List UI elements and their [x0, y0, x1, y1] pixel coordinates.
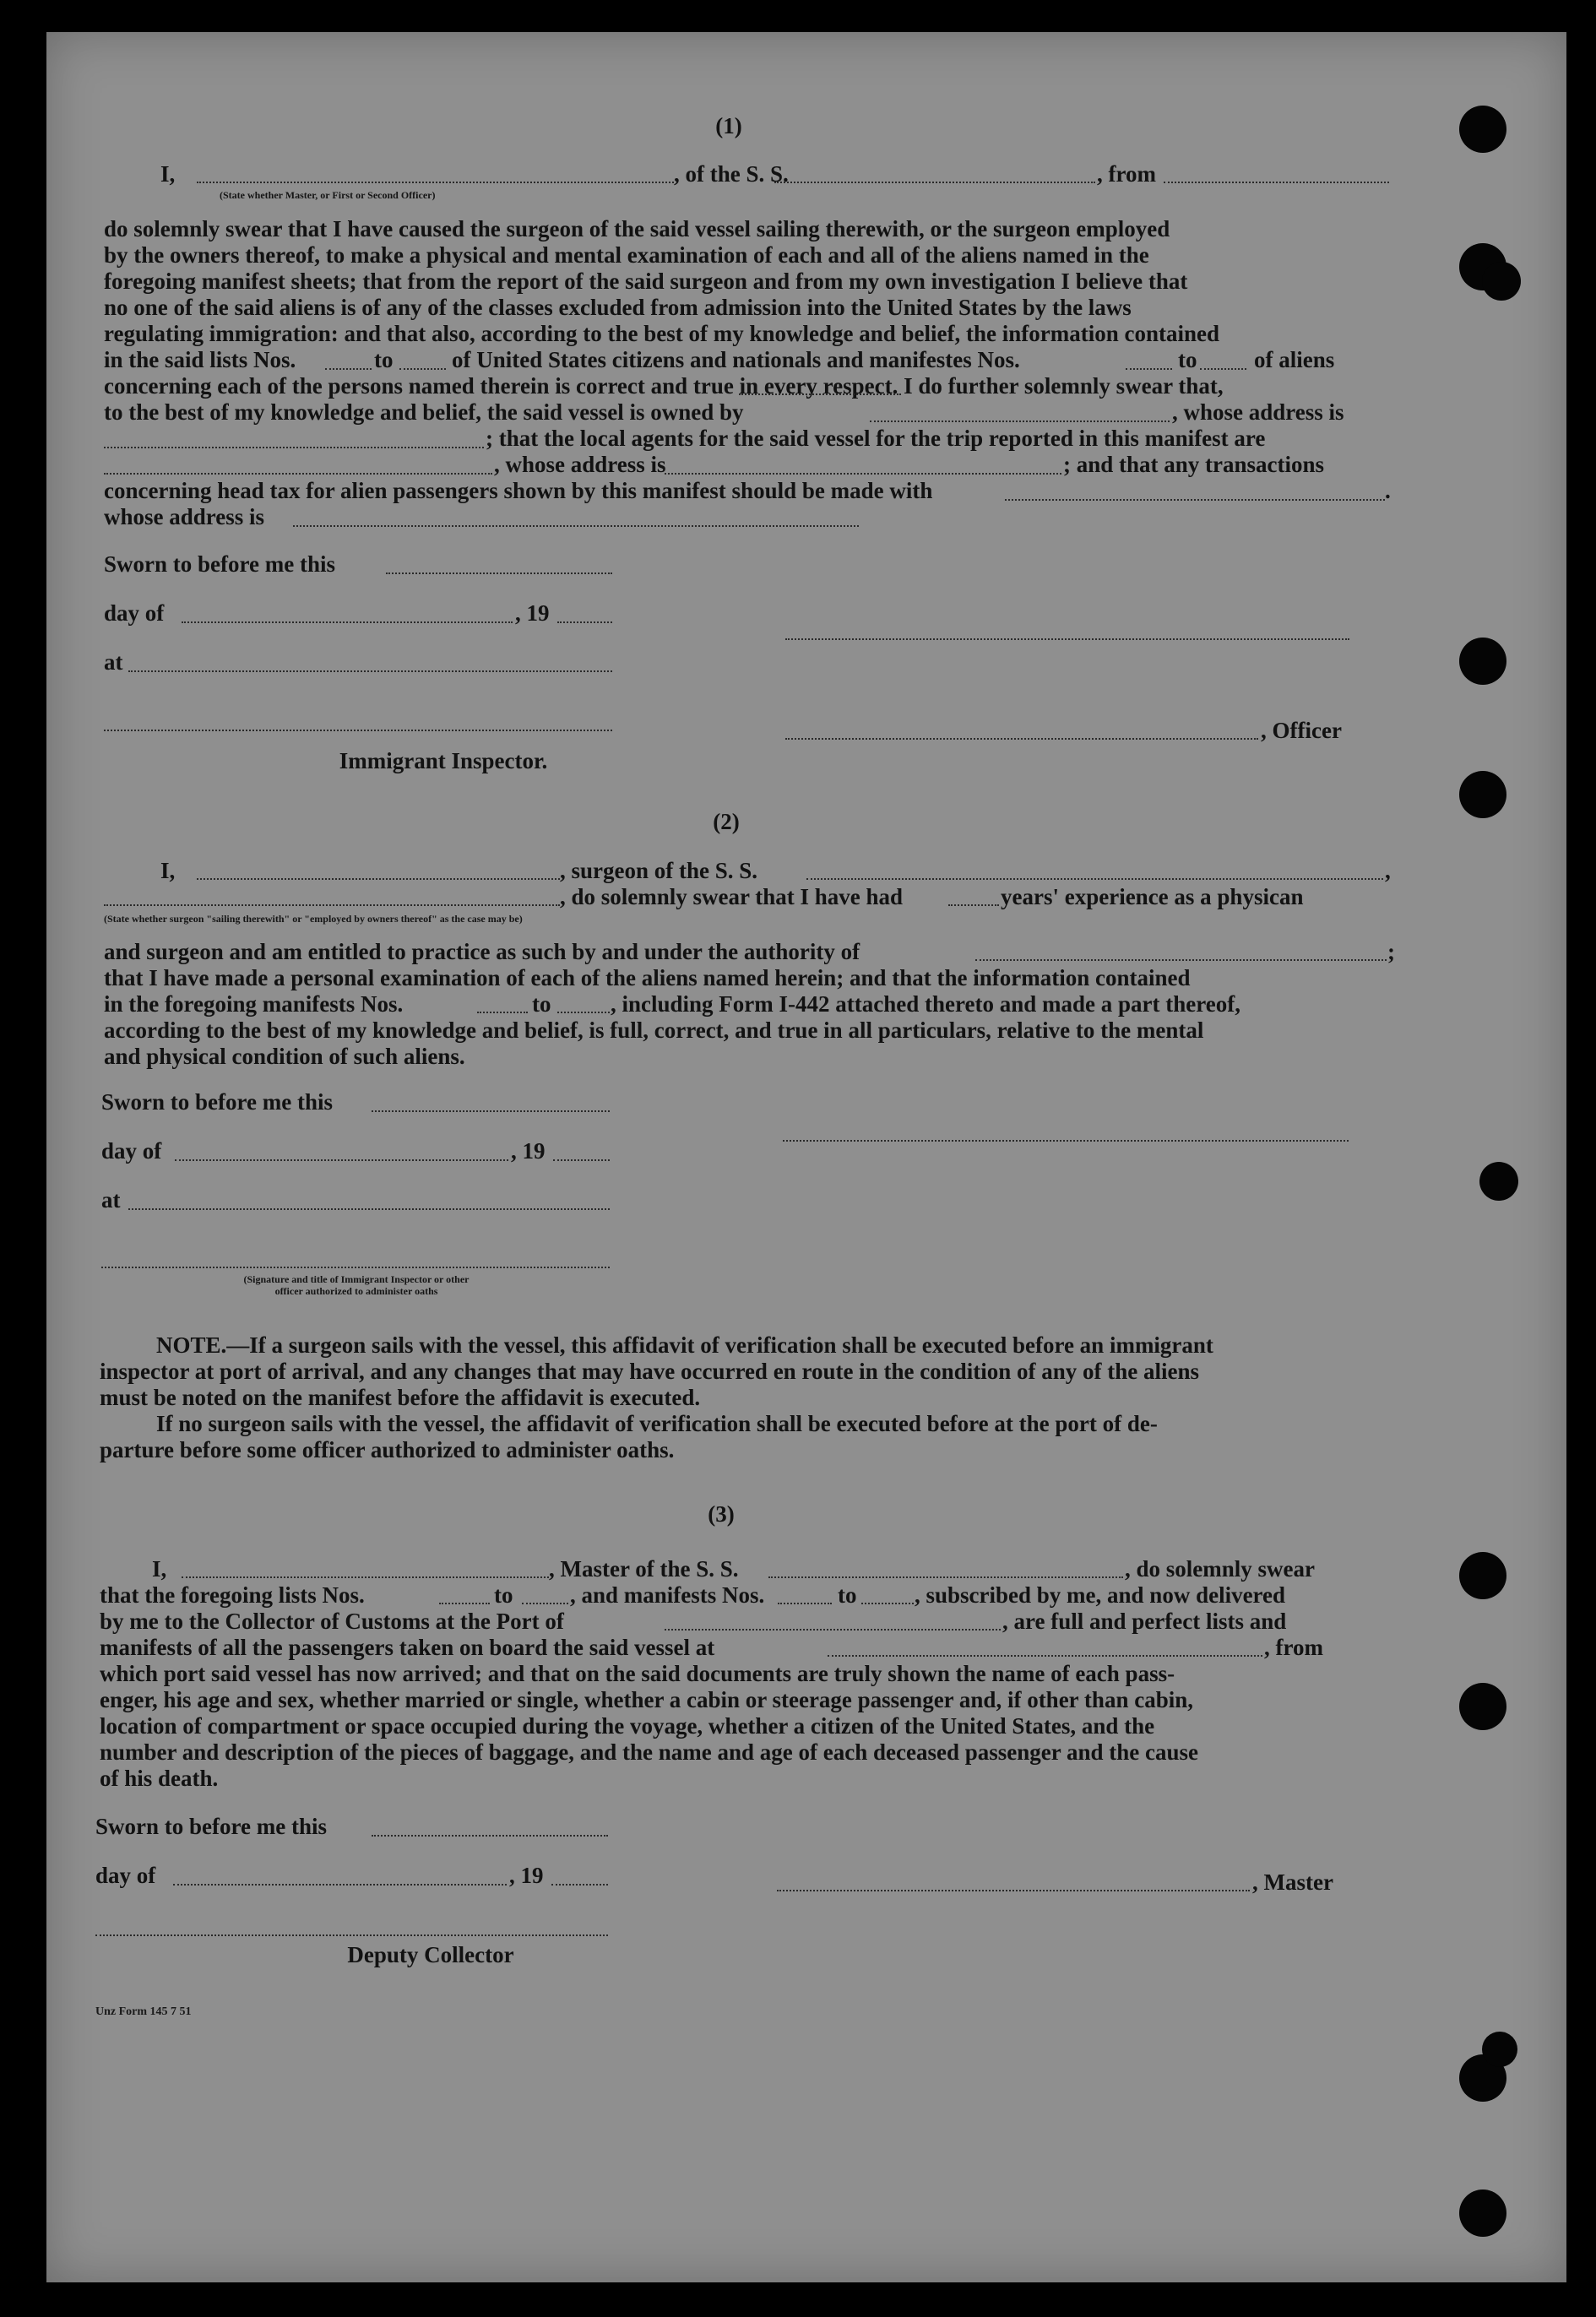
- s2-manifests-to-field[interactable]: [557, 1012, 610, 1013]
- s3-collector-signature-line[interactable]: [95, 1934, 608, 1936]
- s3-l2c: , and manifests Nos.: [570, 1582, 765, 1608]
- s1-officer-signature-line[interactable]: [785, 738, 1258, 740]
- manifest-page: [46, 32, 1566, 2282]
- s2-sig-caption-1: (Signature and title of Immigrant Inspector or other: [243, 1273, 470, 1285]
- s3-line-5: which port said vessel has now arrived; and that on the said documents are truly shown the name of each pass-: [100, 1661, 1175, 1686]
- s2-dayof: day of: [101, 1138, 162, 1164]
- s3-l2e: , subscribed by me, and now delivered: [915, 1582, 1286, 1608]
- section-3-number: (3): [708, 1501, 735, 1527]
- s3-swear: , do solemnly swear: [1125, 1556, 1315, 1582]
- s1-line-4: no one of the said aliens is of any of the classes excluded from admission into the United States by the laws: [104, 295, 1132, 320]
- s2-year-field[interactable]: [553, 1159, 610, 1161]
- s1-sworn: Sworn to before me this: [104, 551, 335, 577]
- s3-port-field[interactable]: [665, 1629, 1001, 1631]
- s2-inspector-signature-line[interactable]: [101, 1267, 610, 1268]
- s3-month-field[interactable]: [173, 1884, 507, 1886]
- s2-authority-field[interactable]: [975, 959, 1387, 961]
- note-line-4: If no surgeon sails with the vessel, the affidavit of verification shall be executed before at the port of de-: [156, 1411, 1158, 1436]
- punch-hole: [1459, 1683, 1506, 1730]
- s2-swear-b: years' experience as a physican: [1001, 884, 1304, 909]
- s3-ship-name-field[interactable]: [768, 1576, 1123, 1578]
- punch-hole: [1459, 771, 1506, 818]
- s2-surgeon-ss: , surgeon of the S. S.: [560, 858, 758, 883]
- s2-line-7: and physical condition of such aliens.: [104, 1044, 465, 1069]
- s3-i: I,: [152, 1556, 167, 1582]
- s3-l2a: that the foregoing lists Nos.: [100, 1582, 365, 1608]
- s3-manifests-to-field[interactable]: [861, 1603, 914, 1604]
- s3-year-field[interactable]: [551, 1884, 608, 1886]
- s2-l5a: in the foregoing manifests Nos.: [104, 991, 404, 1017]
- s3-embark-port-field[interactable]: [828, 1655, 1262, 1657]
- s2-l5c: , including Form I-442 attached thereto and made a part thereof,: [611, 991, 1240, 1017]
- s1-at: at: [104, 649, 123, 675]
- s2-place-field[interactable]: [128, 1208, 610, 1210]
- s2-sig-caption-2: officer authorized to administer oaths: [274, 1285, 438, 1297]
- s2-line-3: and surgeon and am entitled to practice as such by and under the authority of: [104, 939, 860, 964]
- s3-l2d: to: [838, 1582, 857, 1608]
- s3-master-label: , Master: [1252, 1869, 1333, 1895]
- s1-manifests-from-field[interactable]: [1126, 368, 1172, 370]
- s1-l12: whose address is: [104, 504, 265, 529]
- note-line-1: NOTE.—If a surgeon sails with the vessel, this affidavit of verification shall be executed before an immigrant: [156, 1332, 1213, 1358]
- s1-l9: ; that the local agents for the said vessel for the trip reported in this manifest are: [486, 426, 1266, 451]
- s1-owner-address-field[interactable]: [104, 447, 484, 448]
- s2-caption: (State whether surgeon "sailing therewith" or "employed by owners thereof" as the case may be): [104, 913, 523, 925]
- s2-at: at: [101, 1187, 121, 1213]
- s3-l3b: , are full and perfect lists and: [1002, 1609, 1287, 1634]
- s1-l6e: of aliens: [1254, 347, 1335, 372]
- s1-line-3: foregoing manifest sheets; that from the report of the said surgeon and from my own investigation I believe that: [104, 269, 1188, 294]
- s1-agents-field[interactable]: [104, 473, 492, 475]
- s3-l4b: , from: [1264, 1635, 1323, 1660]
- s3-lists-from-field[interactable]: [439, 1603, 490, 1604]
- s3-l3a: by me to the Collector of Customs at the Port of: [100, 1609, 564, 1634]
- s1-l6b: to: [374, 347, 394, 372]
- s1-headtax-address-field[interactable]: [293, 525, 859, 527]
- s1-from: , from: [1097, 161, 1156, 187]
- s3-line-8: number and description of the pieces of baggage, and the name and age of each deceased passenger and the cause: [100, 1739, 1199, 1765]
- s2-manifests-from-field[interactable]: [477, 1012, 528, 1013]
- s1-of-ss: , of the S. S.: [674, 161, 789, 187]
- s1-i: I,: [160, 161, 176, 187]
- s1-year-field[interactable]: [557, 621, 612, 623]
- punch-hole: [1459, 106, 1506, 153]
- s1-inspector-label: Immigrant Inspector.: [339, 748, 548, 773]
- s3-master-ss: , Master of the S. S.: [549, 1556, 739, 1582]
- s2-sworn: Sworn to before me this: [101, 1089, 333, 1115]
- note-line-3: must be noted on the manifest before the affidavit is executed.: [100, 1385, 701, 1410]
- s1-inspector-signature-line[interactable]: [104, 730, 612, 731]
- s1-caption: (State whether Master, or First or Second Officer): [220, 189, 436, 201]
- s1-sworn-day-field[interactable]: [386, 572, 612, 574]
- note-line-2: inspector at port of arrival, and any changes that may have occurred en route in the condition of any of the aliens: [100, 1359, 1199, 1384]
- s1-l10a: , whose address is: [494, 452, 666, 477]
- s2-i: I,: [160, 858, 176, 883]
- s2-surgeon-name-field[interactable]: [197, 878, 560, 880]
- s1-month-field[interactable]: [182, 621, 513, 623]
- s2-l5b: to: [532, 991, 551, 1017]
- s2-line-4: that I have made a personal examination of each of the aliens named herein; and that the information contained: [104, 965, 1191, 990]
- s1-l10b: ; and that any transactions: [1063, 452, 1325, 477]
- s1-l7-gap-line: [739, 393, 901, 395]
- s3-line-9: of his death.: [100, 1766, 219, 1791]
- s1-l6d: to: [1178, 347, 1197, 372]
- s3-l4a: manifests of all the passengers taken on board the said vessel at: [100, 1635, 715, 1660]
- s1-l8a: to the best of my knowledge and belief, the said vessel is owned by: [104, 399, 744, 425]
- s2-swear-a: , do solemnly swear that I have had: [560, 884, 904, 909]
- s3-sworn-day-field[interactable]: [372, 1835, 608, 1837]
- s3-master-signature-line[interactable]: [777, 1890, 1250, 1891]
- s2-ship-name-field[interactable]: [806, 878, 1383, 880]
- s1-line-1: do solemnly swear that I have caused the surgeon of the said vessel sailing therewith, or the surgeon employed: [104, 216, 1170, 241]
- s1-signature-line-1[interactable]: [785, 638, 1349, 640]
- s3-lists-to-field[interactable]: [522, 1603, 568, 1604]
- s2-month-field[interactable]: [175, 1159, 508, 1161]
- punch-hole: [1482, 2032, 1517, 2067]
- s1-line-2: by the owners thereof, to make a physical and mental examination of each and all of the aliens named in the: [104, 242, 1149, 268]
- s2-status-field[interactable]: [104, 904, 560, 906]
- s3-line-7: location of compartment or space occupied during the voyage, whether a citizen of the United States, and the: [100, 1713, 1155, 1739]
- s3-dayof: day of: [95, 1863, 156, 1888]
- s3-master-name-field[interactable]: [182, 1576, 549, 1578]
- s2-l3-end: ;: [1387, 939, 1395, 964]
- s1-officer-label: , Officer: [1261, 718, 1342, 743]
- s2-line-6: according to the best of my knowledge and belief, is full, correct, and true in all particulars, relative to the mental: [104, 1017, 1204, 1043]
- section-1-number: (1): [715, 113, 742, 138]
- s1-ship-name-field[interactable]: [774, 182, 1095, 183]
- s1-l6a: in the said lists Nos.: [104, 347, 296, 372]
- punch-hole: [1459, 2189, 1506, 2237]
- s2-years-field[interactable]: [948, 904, 999, 906]
- punch-hole: [1479, 1162, 1518, 1201]
- s2-surgeon-signature-line[interactable]: [783, 1140, 1349, 1142]
- s3-sworn: Sworn to before me this: [95, 1814, 327, 1839]
- s1-from-port-field[interactable]: [1164, 182, 1389, 183]
- s1-agents-address-field[interactable]: [665, 473, 1061, 475]
- s2-comma: ,: [1385, 858, 1391, 883]
- s1-dayof: day of: [104, 600, 165, 626]
- s1-place-field[interactable]: [128, 670, 612, 672]
- punch-hole: [1459, 638, 1506, 685]
- s1-officer-name-field[interactable]: [197, 182, 674, 183]
- s1-l8b: , whose address is: [1172, 399, 1344, 425]
- s1-lists-to-field[interactable]: [399, 368, 446, 370]
- s1-line-7: concerning each of the persons named therein is correct and true in every respect. I do further solemnly swear that,: [104, 373, 1224, 399]
- s1-owner-field[interactable]: [870, 421, 1170, 422]
- s3-19: , 19: [509, 1863, 544, 1888]
- punch-hole: [1459, 1552, 1506, 1599]
- s2-19: , 19: [511, 1138, 546, 1164]
- s1-manifests-to-field[interactable]: [1200, 368, 1246, 370]
- form-number: Unz Form 145 7 51: [95, 2005, 192, 2018]
- s2-sworn-day-field[interactable]: [372, 1110, 610, 1112]
- s3-deputy-label: Deputy Collector: [347, 1942, 514, 1967]
- s3-line-6: enger, his age and sex, whether married or single, whether a cabin or steerage passenger and, if other than cabin,: [100, 1687, 1193, 1712]
- s1-line-5: regulating immigration: and that also, according to the best of my knowledge and belief, the information contained: [104, 321, 1219, 346]
- s1-19: , 19: [515, 600, 550, 626]
- s1-lists-from-field[interactable]: [325, 368, 372, 370]
- section-2-number: (2): [713, 809, 740, 834]
- s1-period: .: [1385, 478, 1391, 503]
- punch-hole: [1482, 262, 1521, 301]
- s1-line-11: concerning head tax for alien passengers shown by this manifest should be made with: [104, 478, 933, 503]
- s1-headtax-field[interactable]: [1005, 499, 1385, 501]
- s3-manifests-from-field[interactable]: [778, 1603, 832, 1604]
- note-line-5: parture before some officer authorized to administer oaths.: [100, 1437, 675, 1462]
- s3-l2b: to: [494, 1582, 513, 1608]
- s1-l6c: of United States citizens and nationals and manifestes Nos.: [452, 347, 1020, 372]
